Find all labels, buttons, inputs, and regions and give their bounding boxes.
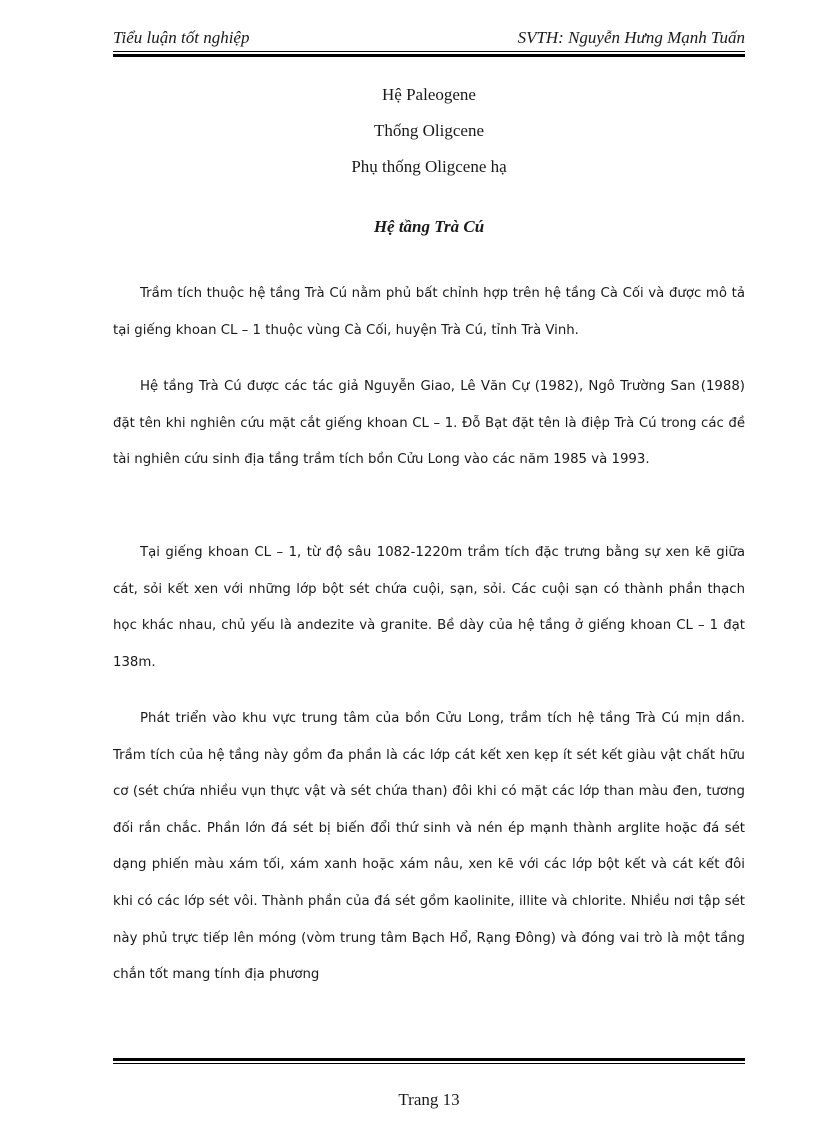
heading-series: Thống Oligcene [374, 121, 484, 140]
header-document-type: Tiểu luận tốt nghiệp [113, 28, 250, 47]
paragraph-1: Trầm tích thuộc hệ tầng Trà Cú nằm phủ bất chỉnh hợp trên hệ tầng Cà Cối và được mô tả tại giếng khoan CL – 1 thuộc vùng Cà Cối, huyện Trà Cú, tỉnh Trà Vinh. [113, 286, 745, 338]
paragraph-2: Hệ tầng Trà Cú được các tác giả Nguyễn Giao, Lê Văn Cự (1982), Ngô Trường San (1988) đặt tên khi nghiên cứu mặt cắt giếng khoan CL – 1. Đỗ Bạt đặt tên là điệp Trà Cú trong các đề tài nghiên cứu sinh địa tầng trầm tích bồn Cửu Long vào các năm 1985 và 1993. [113, 379, 745, 468]
page-number: Trang 13 [398, 1090, 460, 1109]
footer-divider [113, 1058, 745, 1064]
heading-system: Hệ Paleogene [382, 85, 476, 104]
header-divider [113, 51, 745, 57]
header-author: SVTH: Nguyễn Hưng Mạnh Tuấn [517, 28, 745, 47]
paragraph-4: Phát triển vào khu vực trung tâm của bồn Cửu Long, trầm tích hệ tầng Trà Cú mịn dần. Trầm tích của hệ tầng này gồm đa phần là các lớp cát kết xen kẹp ít sét kết giàu vật chất hữu cơ (sét chứa nhiều vụn thực vật và sét chứa than) đôi khi có mặt các lớp than màu đen, tương đối rắn chắc. Phần lớn đá sét bị biến đổi thứ sinh và nén ép mạnh thành arglite hoặc đá sét dạng phiến màu xám tối, xám xanh hoặc xám nâu, xen kẽ với các lớp bột kết và cát kết đôi khi có các lớp sét vôi. Thành phần của đá sét gồm kaolinite, illite và chlorite. Nhiều nơi tập sét này phủ trực tiếp lên móng (vòm trung tâm Bạch Hổ, Rạng Đông) và đóng vai trò là một tầng chắn tốt mang tính địa phương [113, 711, 745, 983]
heading-group [113, 82, 745, 190]
section-title: Hệ tầng Trà Cú [373, 217, 485, 236]
heading-subseries: Phụ thống Oligcene hạ [351, 157, 507, 176]
paragraph-3: Tại giếng khoan CL – 1, từ độ sâu 1082-1220m trầm tích đặc trưng bằng sự xen kẽ giữa cát, sỏi kết xen với những lớp bột sét chứa cuội, sạn, sỏi. Các cuội sạn có thành phần thạch học khác nhau, chủ yếu là andezite và granite. Bề dày của hệ tầng ở giếng khoan CL – 1 đạt 138m. [113, 545, 745, 670]
page-header [113, 28, 745, 52]
